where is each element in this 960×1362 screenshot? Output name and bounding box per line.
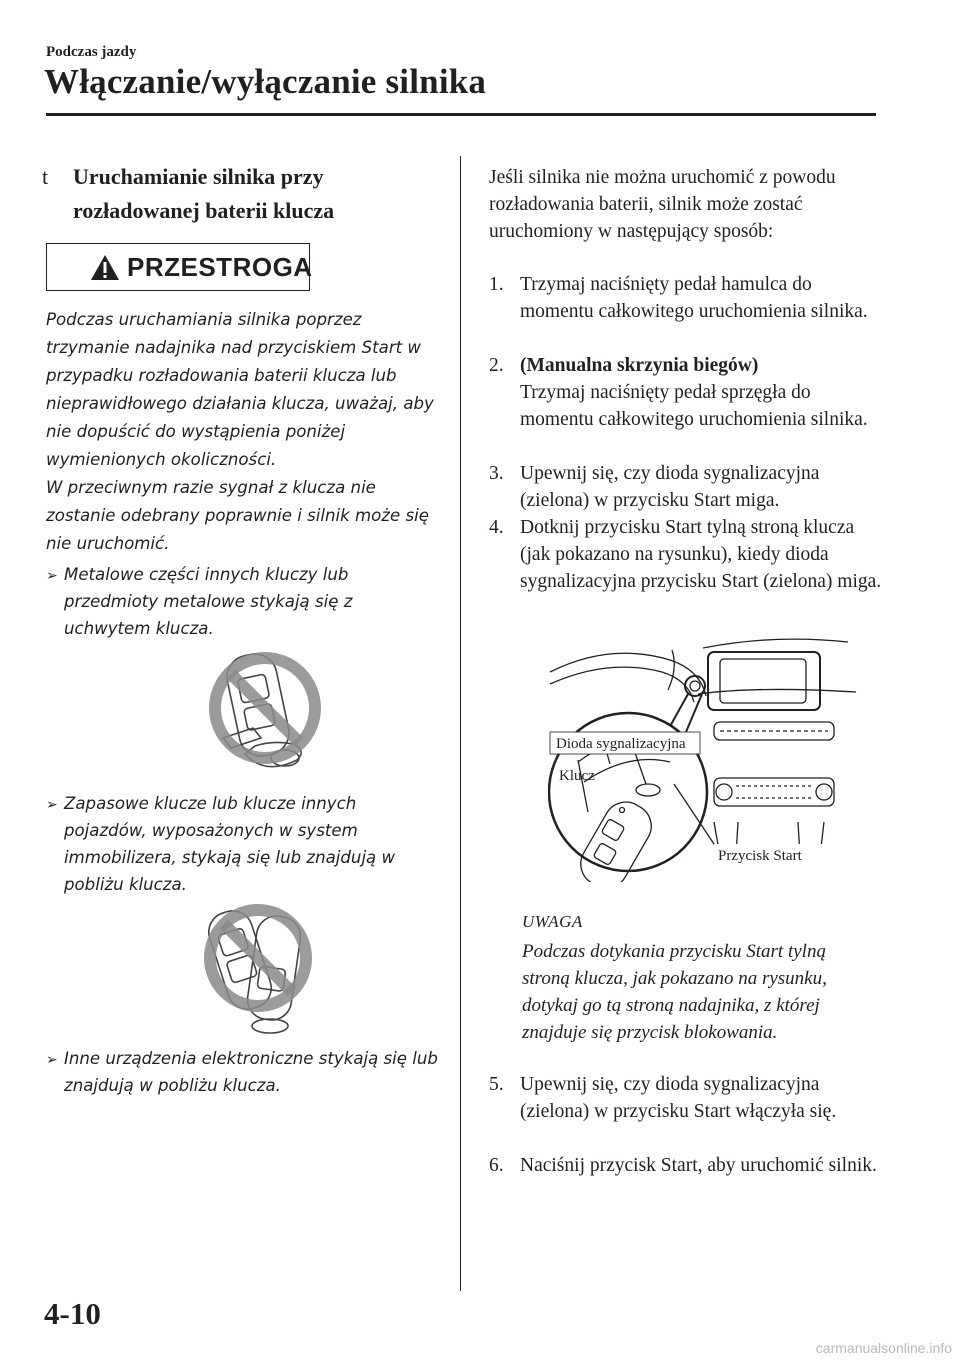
- bullet-arrow-icon: ➢: [46, 568, 58, 584]
- caution-text: [46, 306, 441, 558]
- bullet-arrow-icon: ➢: [46, 797, 58, 813]
- prohibited-two-keys-illustration: [196, 898, 326, 1038]
- page-number: 4-10: [44, 1296, 101, 1331]
- note-text: Podczas dotykania przycisku Start tylną stroną klucza, jak pokazano na rysunku, dotykaj go tą stroną nadajnika, z której znajduje się przycisk blokowania.: [522, 941, 827, 1043]
- column-divider: [460, 156, 461, 1291]
- step-text: Dotknij przycisku Start tylną stroną klucza (jak pokazano na rysunku), kiedy dioda sygnalizacyjna przycisku Start (zielona) miga.: [520, 517, 882, 592]
- step-text: Trzymaj naciśnięty pedał hamulca do momentu całkowitego uruchomienia silnika.: [520, 274, 868, 322]
- step-number: 4.: [489, 517, 504, 538]
- subsection-heading-text: Uruchamianie silnika przy rozładowanej baterii klucza: [73, 164, 335, 223]
- intro-text: Jeśli silnika nie można uruchomić z powodu rozładowania baterii, silnik może zostać uruchomiony w następujący sposób:: [489, 167, 836, 242]
- step-number: 5.: [489, 1074, 504, 1095]
- step-number: 2.: [489, 355, 504, 376]
- step-bold-label: (Manualna skrzynia biegów): [520, 355, 759, 376]
- caution-box: [46, 243, 313, 291]
- bullet-text: Inne urządzenia elektroniczne stykają się lub znajdują w pobliżu klucza.: [64, 1049, 438, 1095]
- warning-triangle-icon: [90, 254, 120, 281]
- caution-label: PRZESTROGA: [127, 252, 313, 282]
- subsection-marker: t: [42, 164, 49, 189]
- caution-paragraph-1: Podczas uruchamiania silnika poprzez trzymanie nadajnika nad przyciskiem Start w przypadku rozładowania baterii klucza lub nieprawidłowego działania klucza, uważaj, aby nie dopuścić do wystąpienia poniżej wymienionych okoliczności.: [46, 310, 434, 469]
- step-text: Trzymaj naciśnięty pedał sprzęgła do momentu całkowitego uruchomienia silnika.: [520, 382, 868, 430]
- step-text: Upewnij się, czy dioda sygnalizacyjna (zielona) w przycisku Start włączyła się.: [520, 1074, 837, 1122]
- section-label: Podczas jazdy: [46, 44, 137, 60]
- step-number: 1.: [489, 274, 504, 295]
- step-text: Naciśnij przycisk Start, aby uruchomić silnik.: [520, 1155, 877, 1176]
- prohibited-key-metal-illustration: [205, 646, 330, 781]
- figure-label-key: Klucz: [559, 768, 595, 784]
- title-rule: [46, 113, 876, 116]
- step-text: Upewnij się, czy dioda sygnalizacyjna (zielona) w przycisku Start miga.: [520, 463, 820, 511]
- watermark: carmanualsonline.info: [815, 1340, 952, 1356]
- bullet-text: Zapasowe klucze lub klucze innych pojazdów, wyposażonych w system immobilizera, stykają się lub znajdują w pobliżu klucza.: [64, 794, 396, 894]
- step-number: 3.: [489, 463, 504, 484]
- note-label: UWAGA: [522, 912, 583, 931]
- bullet-text: Metalowe części innych kluczy lub przedmioty metalowe stykają się z uchwytem klucza.: [64, 565, 353, 638]
- figure-label-led: Dioda sygnalizacyjna: [556, 736, 686, 752]
- caution-paragraph-2: W przeciwnym razie sygnał z klucza nie zostanie odebrany poprawnie i silnik może się nie uruchomić.: [46, 478, 429, 553]
- step-body: [520, 352, 885, 433]
- figure-label-start-button: Przycisk Start: [718, 848, 802, 864]
- step-number: 6.: [489, 1155, 504, 1176]
- page-title: Włączanie/wyłączanie silnika: [44, 62, 487, 101]
- bullet-arrow-icon: ➢: [46, 1052, 58, 1068]
- start-button-figure: [548, 632, 858, 882]
